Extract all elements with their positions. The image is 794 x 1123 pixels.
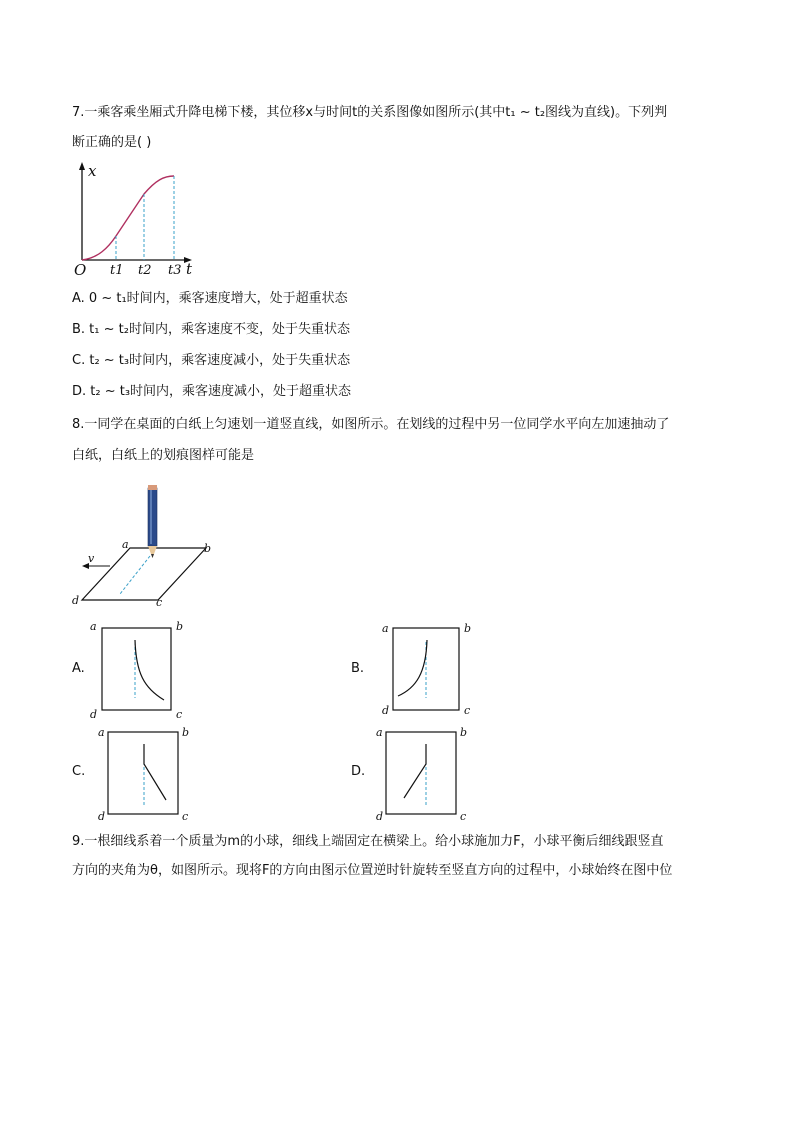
q8-choice-d-figure (372, 722, 476, 826)
svg-text:a: a (98, 726, 105, 739)
svg-text:a: a (122, 538, 129, 551)
q7-option-b: B. t₁ ~ t₂时间内，乘客速度不变，处于失重状态 (72, 322, 350, 337)
svg-text:a: a (376, 726, 383, 739)
svg-text:c: c (464, 704, 471, 717)
q8-choice-b-figure (380, 618, 484, 722)
q7-stem-line1: 7.一乘客乘坐厢式升降电梯下楼，其位移x与时间t的关系图像如图所示(其中t₁ ~ t₂图线为直线)。下列判 (72, 105, 668, 120)
q7-option-d: D. t₂ ~ t₃时间内，乘客速度减小，处于超重状态 (72, 384, 352, 399)
svg-text:d: d (376, 810, 384, 823)
svg-text:d: d (382, 704, 390, 717)
svg-text:b: b (464, 622, 472, 635)
svg-text:a: a (382, 622, 389, 635)
q8-choice-a-label: A. (72, 661, 85, 676)
q8-choice-a-figure (86, 618, 190, 722)
svg-text:b: b (176, 620, 184, 633)
q9-stem-line1: 9.一根细线系着一个质量为m的小球，细线上端固定在横梁上。给小球施加力F，小球平衡后细线跟竖直 (72, 834, 664, 849)
q7-t3-label: t3 (168, 263, 182, 278)
q7-xt-graph (70, 160, 200, 278)
q8-stem-line1: 8.一同学在桌面的白纸上匀速划一道竖直线，如图所示。在划线的过程中另一位同学水平向左加速抽动了 (72, 417, 670, 432)
q8-choice-b-label: B. (351, 661, 365, 676)
q7-stem-line2: 断正确的是( ) (72, 135, 152, 150)
svg-text:c: c (460, 810, 467, 823)
q7-t1-label: t1 (110, 263, 124, 278)
q7-x-label: t (186, 260, 193, 278)
svg-text:b: b (204, 542, 212, 555)
q7-t2-label: t2 (138, 263, 152, 278)
svg-text:d: d (72, 594, 80, 607)
svg-text:v: v (88, 552, 95, 565)
pencil-icon (148, 485, 157, 558)
q7-origin-label: O (74, 261, 87, 278)
q8-choice-c-figure (90, 722, 194, 826)
svg-text:c: c (182, 810, 189, 823)
q7-option-c: C. t₂ ~ t₃时间内，乘客速度减小，处于失重状态 (72, 353, 351, 368)
svg-text:b: b (460, 726, 468, 739)
svg-text:c: c (176, 708, 183, 721)
q7-option-a: A. 0 ~ t₁时间内，乘客速度增大，处于超重状态 (72, 291, 348, 306)
q8-choice-c-label: C. (72, 764, 86, 779)
q7-curve (82, 176, 174, 260)
q9-stem-line2: 方向的夹角为θ，如图所示。现将F的方向由图示位置逆时针旋转至竖直方向的过程中，小球始终在图中位 (72, 863, 673, 878)
svg-text:c: c (156, 596, 163, 609)
svg-text:d: d (98, 810, 106, 823)
q8-stem-line2: 白纸，白纸上的划痕图样可能是 (72, 448, 255, 463)
svg-text:a: a (90, 620, 97, 633)
q8-choice-d-label: D. (351, 764, 366, 779)
q8-setup-figure (70, 482, 230, 610)
svg-text:b: b (182, 726, 190, 739)
q7-y-label: x (88, 162, 97, 180)
svg-text:d: d (90, 708, 98, 721)
